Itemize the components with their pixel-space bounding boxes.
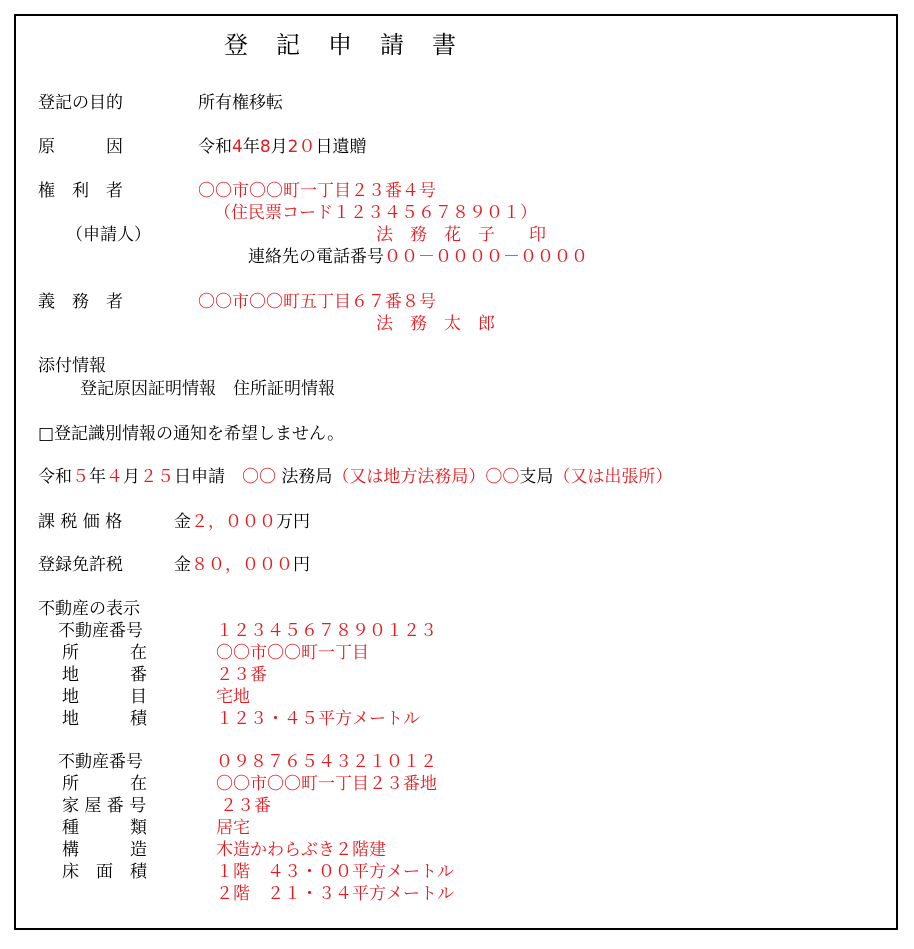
building-floor1: １階 ４３・００平方メートル: [216, 862, 454, 882]
phone-number: ００－００００－００００: [384, 247, 588, 267]
land-lot-label: 地 番: [62, 665, 147, 685]
land-number-label: 不動産番号: [58, 621, 143, 641]
notice-checkbox: □登記識別情報の通知を希望しません。: [38, 424, 345, 444]
building-house-no-label: 家 屋 番 号: [62, 796, 147, 816]
land-area-label: 地 積: [62, 709, 147, 729]
building-structure: 木造かわらぶき２階建: [216, 840, 386, 860]
phone-label: 連絡先の電話番号００－００００－００００: [248, 247, 588, 267]
obligor-name: 法 務 太 郎: [376, 314, 495, 334]
building-number: ０９８７６５４３２１０１２: [216, 752, 437, 772]
property-header: 不動産の表示: [38, 599, 140, 619]
attachments-label: 添付情報: [38, 356, 106, 376]
right-holder-name: 法 務 花 子 印: [376, 225, 546, 245]
building-location-label: 所 在: [62, 774, 147, 794]
building-structure-label: 構 造: [62, 840, 147, 860]
building-house-no: ２３番: [220, 796, 271, 816]
land-number: １２３４５６７８９０１２３: [216, 621, 437, 641]
taxable-value: 金２，０００万円: [174, 512, 310, 532]
resident-code: （住民票コード１２３４５６７８９０１）: [214, 203, 537, 223]
land-area: １２３・４５平方メートル: [216, 709, 420, 729]
right-holder-label: 権 利 者: [38, 181, 123, 201]
building-number-label: 不動産番号: [58, 752, 143, 772]
registration-tax-label: 登録免許税: [38, 555, 123, 575]
registration-tax: 金８０，０００円: [174, 555, 310, 575]
obligor-label: 義 務 者: [38, 292, 123, 312]
land-lot: ２３番: [216, 665, 267, 685]
document-title: 登 記 申 請 書: [224, 31, 458, 59]
attachments-items: 登記原因証明情報 住所証明情報: [80, 379, 335, 399]
taxable-value-label: 課 税 価 格: [38, 512, 123, 532]
land-category: 宅地: [216, 687, 250, 707]
cause-value: 令和4年8月2０日遺贈: [198, 137, 367, 157]
building-floor2: ２階 ２１・３４平方メートル: [216, 884, 454, 904]
obligor-address: 〇〇市〇〇町五丁目６７番８号: [198, 292, 436, 312]
land-location-label: 所 在: [62, 643, 147, 663]
building-type-label: 種 類: [62, 818, 147, 838]
building-type: 居宅: [216, 818, 250, 838]
purpose-label: 登記の目的: [38, 93, 123, 113]
building-floor-label: 床 面 積: [62, 862, 147, 882]
right-holder-address: 〇〇市〇〇町一丁目２３番４号: [198, 181, 436, 201]
land-category-label: 地 目: [62, 687, 147, 707]
purpose-value: 所有権移転: [198, 93, 283, 113]
applicant-label: （申請人）: [66, 225, 151, 245]
building-location: 〇〇市〇〇町一丁目２３番地: [216, 774, 437, 794]
land-location: 〇〇市〇〇町一丁目: [216, 643, 369, 663]
application-line: 令和５年４月２５日申請 〇〇 法務局（又は地方法務局）〇〇支局（又は出張所）: [38, 467, 673, 487]
cause-label: 原 因: [38, 137, 123, 157]
